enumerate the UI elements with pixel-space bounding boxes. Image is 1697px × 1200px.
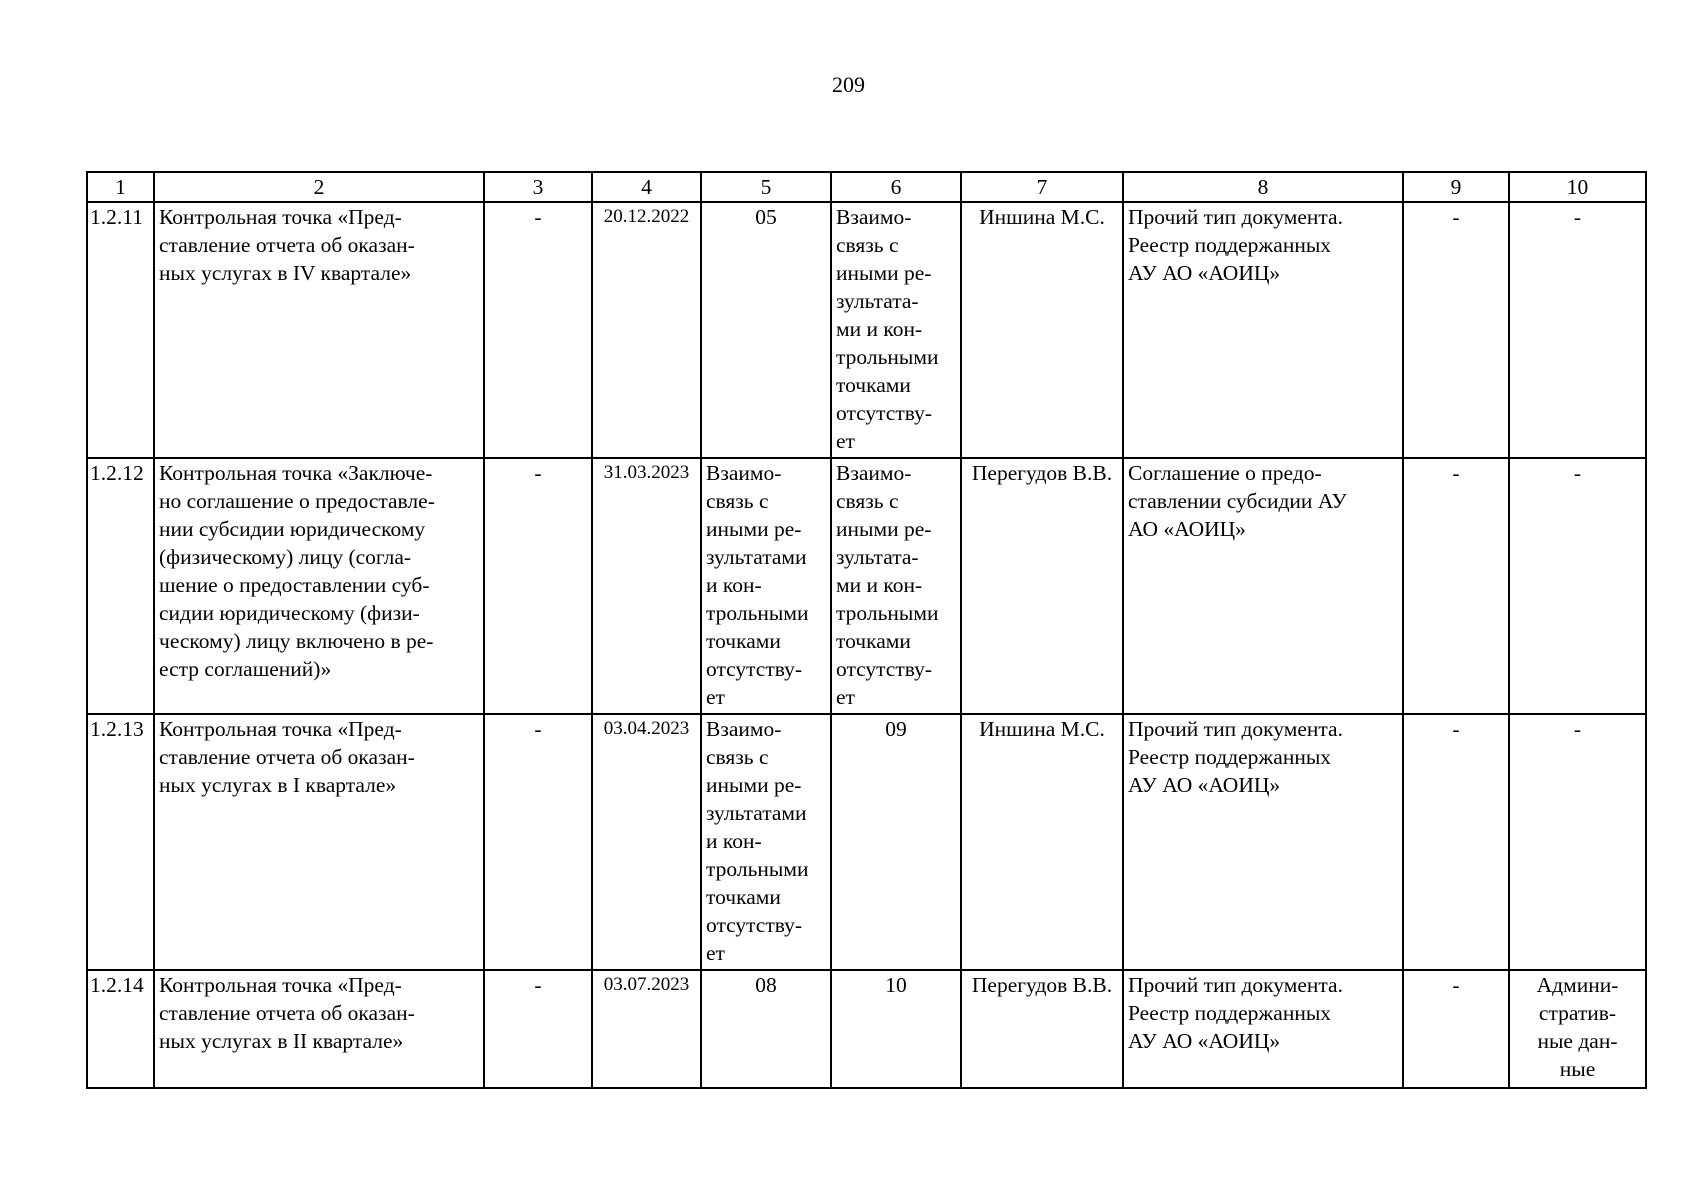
cell-col5: Взаимо- связь с иными ре- зультатами и кон- трольными точками отсутству- ет <box>701 714 831 970</box>
cell-col10: - <box>1509 714 1646 970</box>
cell-col9: - <box>1403 202 1509 458</box>
header-cell: 10 <box>1509 172 1646 202</box>
table-header-row <box>87 172 1646 202</box>
cell-col3: - <box>484 970 592 1088</box>
header-cell: 3 <box>484 172 592 202</box>
row-number: 1.2.14 <box>87 970 154 1088</box>
table-row <box>87 970 1646 1088</box>
header-cell: 5 <box>701 172 831 202</box>
control-point-name: Контрольная точка «Заключе- но соглашение о предоставле- нии субсидии юридическому (физическому) лицу (согла- шение о предоставлении суб- сидии юридическому (физи- ческому) лицу включено в ре- естр соглашений)» <box>154 458 484 714</box>
header-cell: 8 <box>1123 172 1403 202</box>
control-point-name: Контрольная точка «Пред- ставление отчета об оказан- ных услугах в IV квартале» <box>154 202 484 458</box>
control-points-table <box>86 171 1647 1089</box>
header-cell: 4 <box>592 172 701 202</box>
cell-col3: - <box>484 202 592 458</box>
table-row <box>87 458 1646 714</box>
document-type: Соглашение о предо- ставлении субсидии АУ АО «АОИЦ» <box>1123 458 1403 714</box>
table-row <box>87 714 1646 970</box>
cell-col10: - <box>1509 458 1646 714</box>
cell-col6: Взаимо- связь с иными ре- зультата- ми и кон- трольными точками отсутству- ет <box>831 458 961 714</box>
responsible-person: Иншина М.С. <box>961 714 1123 970</box>
document-type: Прочий тип документа. Реестр поддержанных АУ АО «АОИЦ» <box>1123 202 1403 458</box>
responsible-person: Перегудов В.В. <box>961 458 1123 714</box>
header-cell: 1 <box>87 172 154 202</box>
control-point-date: 31.03.2023 <box>592 458 701 714</box>
cell-col10: Админи- стратив- ные дан- ные <box>1509 970 1646 1088</box>
header-cell: 2 <box>154 172 484 202</box>
page-number: 209 <box>832 72 865 97</box>
cell-col6: 10 <box>831 970 961 1088</box>
responsible-person: Перегудов В.В. <box>961 970 1123 1088</box>
cell-col5: 08 <box>701 970 831 1088</box>
cell-col9: - <box>1403 458 1509 714</box>
row-number: 1.2.12 <box>87 458 154 714</box>
cell-col9: - <box>1403 970 1509 1088</box>
document-type: Прочий тип документа. Реестр поддержанных АУ АО «АОИЦ» <box>1123 714 1403 970</box>
control-point-date: 03.04.2023 <box>592 714 701 970</box>
cell-col5: 05 <box>701 202 831 458</box>
cell-col10: - <box>1509 202 1646 458</box>
control-point-name: Контрольная точка «Пред- ставление отчета об оказан- ных услугах в II квартале» <box>154 970 484 1088</box>
document-type: Прочий тип документа. Реестр поддержанных АУ АО «АОИЦ» <box>1123 970 1403 1088</box>
header-cell: 6 <box>831 172 961 202</box>
row-number: 1.2.11 <box>87 202 154 458</box>
cell-col6: Взаимо- связь с иными ре- зультата- ми и кон- трольными точками отсутству- ет <box>831 202 961 458</box>
row-number: 1.2.13 <box>87 714 154 970</box>
responsible-person: Иншина М.С. <box>961 202 1123 458</box>
cell-col3: - <box>484 714 592 970</box>
control-point-date: 20.12.2022 <box>592 202 701 458</box>
control-point-name: Контрольная точка «Пред- ставление отчета об оказан- ных услугах в I квартале» <box>154 714 484 970</box>
cell-col5: Взаимо- связь с иными ре- зультатами и кон- трольными точками отсутству- ет <box>701 458 831 714</box>
cell-col6: 09 <box>831 714 961 970</box>
header-cell: 9 <box>1403 172 1509 202</box>
control-point-date: 03.07.2023 <box>592 970 701 1088</box>
cell-col3: - <box>484 458 592 714</box>
header-cell: 7 <box>961 172 1123 202</box>
table-row <box>87 202 1646 458</box>
cell-col9: - <box>1403 714 1509 970</box>
